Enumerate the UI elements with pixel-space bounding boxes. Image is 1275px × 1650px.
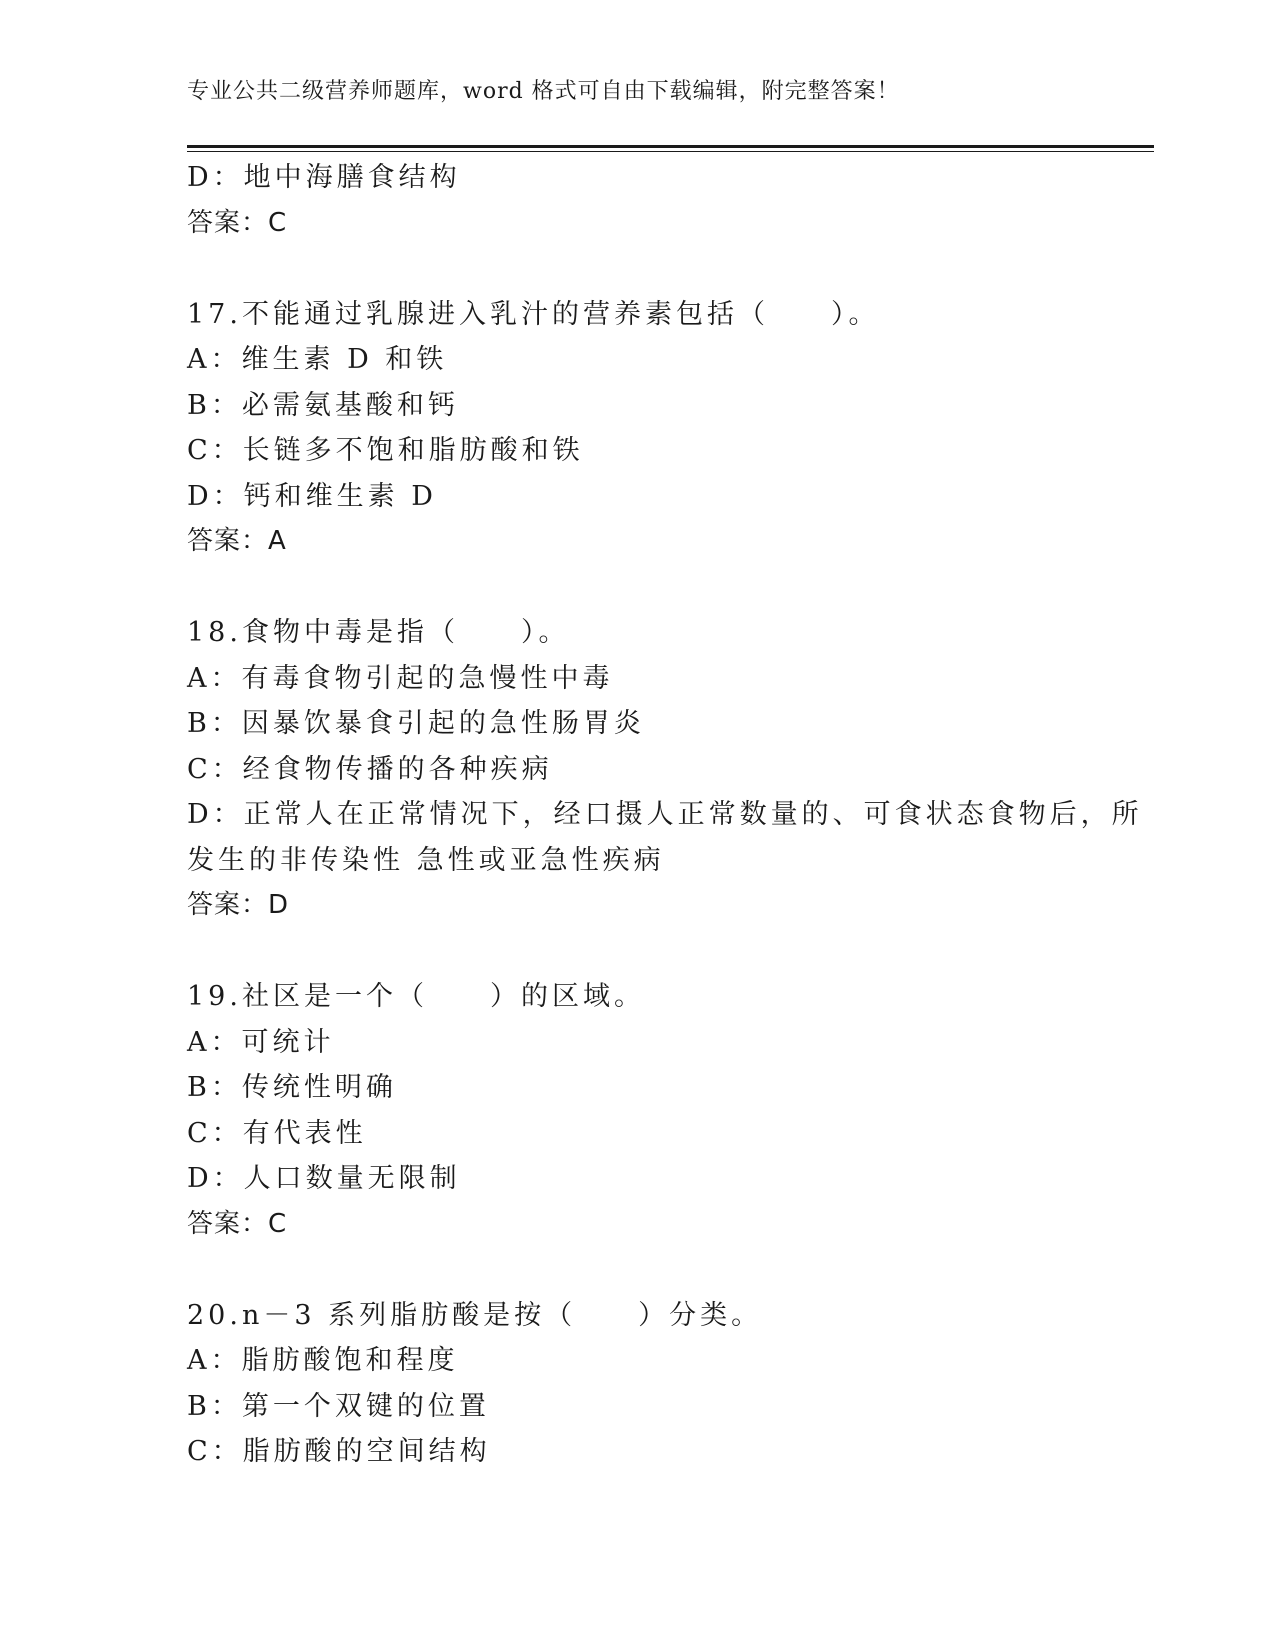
question-block-17 [187, 292, 1087, 565]
option-c: C：有代表性 [187, 1117, 367, 1149]
page-header: 专业公共二级营养师题库，word 格式可自由下载编辑，附完整答案！ [187, 79, 900, 104]
option-c: C：长链多不饱和脂肪酸和铁 [187, 435, 584, 466]
option-a: A：有毒食物引起的急慢性中毒 [187, 662, 614, 694]
option-d: D：人口数量无限制 [187, 1163, 461, 1194]
spacer [187, 1247, 1087, 1293]
option-d: D：正常人在正常情况下，经口摄人正常数量的、可食状态食物后，所 [187, 799, 1143, 830]
spacer [187, 929, 1087, 975]
option-d: D：地中海膳食结构 [187, 162, 461, 193]
option-b: B：第一个双键的位置 [187, 1390, 490, 1422]
option-b: B：必需氨基酸和钙 [187, 389, 459, 421]
question-block-20 [187, 1293, 1087, 1475]
question-block-18 [187, 610, 1143, 929]
spacer [187, 565, 1087, 611]
question-block-19 [187, 974, 1087, 1247]
question-text: 19.社区是一个（ ）的区域。 [187, 981, 645, 1012]
option-a: A：脂肪酸饱和程度 [187, 1345, 459, 1376]
question-text: 18.食物中毒是指（ ）。 [187, 617, 570, 648]
option-d-continuation: 发生的非传染性 急性或亚急性疾病 [187, 844, 665, 876]
answer-line: 答案：C [187, 207, 288, 238]
header-rule-thick [187, 145, 1154, 148]
question-block-prev [187, 155, 1087, 246]
option-a: A：可统计 [187, 1026, 335, 1058]
question-text: 17.不能通过乳腺进入乳汁的营养素包括（ ）。 [187, 298, 880, 330]
answer-line: 答案：D [187, 890, 290, 920]
option-c: C：脂肪酸的空间结构 [187, 1436, 491, 1467]
spacer [187, 246, 1087, 292]
question-list [187, 155, 1143, 1475]
option-a: A：维生素 D 和铁 [187, 344, 448, 375]
option-c: C：经食物传播的各种疾病 [187, 753, 553, 785]
question-text: 20.n－3 系列脂肪酸是按（ ）分类。 [187, 1299, 763, 1331]
answer-line: 答案：A [187, 526, 287, 556]
option-b: B：传统性明确 [187, 1072, 397, 1103]
answer-line: 答案：C [187, 1208, 288, 1239]
option-b: B：因暴饮暴食引起的急性肠胃炎 [187, 708, 645, 739]
header-rule-thin [187, 151, 1154, 152]
option-d: D：钙和维生素 D [187, 480, 437, 512]
